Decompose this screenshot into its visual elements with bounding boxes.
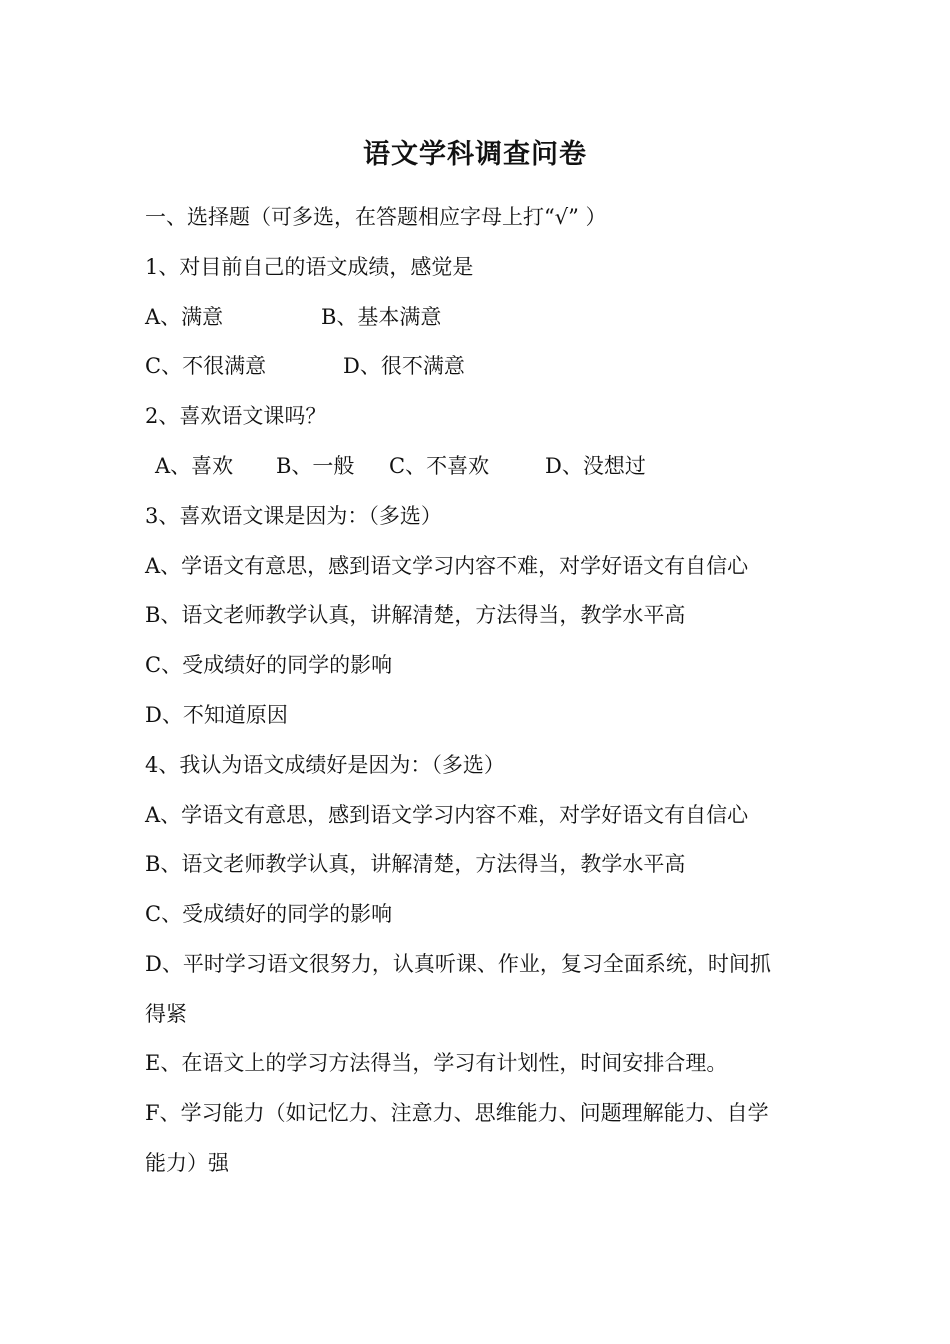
q1-option-b: B、基本满意 — [321, 305, 442, 329]
question-1-options-row-1 — [145, 302, 845, 332]
q3-option-b: B、语文老师教学认真，讲解清楚，方法得当，教学水平高 — [145, 603, 686, 627]
q4-option-c: C、受成绩好的同学的影响 — [145, 902, 393, 926]
q2-option-b: B、一般 — [276, 454, 355, 478]
document-title: 语文学科调查问卷 — [363, 139, 587, 170]
q4-option-a: A、学语文有意思，感到语文学习内容不难，对学好语文有自信心 — [145, 803, 749, 827]
q2-option-a: A、喜欢 — [155, 454, 234, 478]
question-1: 1、对目前自己的语文成绩，感觉是 — [145, 255, 474, 279]
q4-option-e: E、在语文上的学习方法得当，学习有计划性，时间安排合理。 — [145, 1051, 728, 1075]
question-3: 3、喜欢语文课是因为：（多选） — [145, 504, 442, 528]
q4-option-d: D、平时学习语文很努力，认真听课、作业，复习全面系统，时间抓 — [145, 952, 771, 976]
q1-option-a: A、满意 — [145, 305, 224, 329]
q3-option-c: C、受成绩好的同学的影响 — [145, 653, 393, 677]
q4-option-d-continued: 得紧 — [145, 1002, 187, 1026]
question-2: 2、喜欢语文课吗？ — [145, 404, 327, 428]
q2-option-d: D、没想过 — [545, 454, 646, 478]
q3-option-d: D、不知道原因 — [145, 703, 288, 727]
q4-option-b: B、语文老师教学认真，讲解清楚，方法得当，教学水平高 — [145, 852, 686, 876]
question-2-options-row — [145, 451, 845, 481]
q3-option-a: A、学语文有意思，感到语文学习内容不难，对学好语文有自信心 — [145, 554, 749, 578]
question-1-options-row-2 — [145, 351, 845, 381]
q4-option-f: F、学习能力（如记忆力、注意力、思维能力、问题理解能力、自学 — [145, 1101, 769, 1125]
section-heading: 一、选择题（可多选，在答题相应字母上打“√” ） — [145, 205, 607, 229]
q1-option-c: C、不很满意 — [145, 354, 267, 378]
q2-option-c: C、不喜欢 — [389, 454, 490, 478]
question-4: 4、我认为语文成绩好是因为：（多选） — [145, 753, 505, 777]
q4-option-f-continued: 能力）强 — [145, 1151, 229, 1175]
q1-option-d: D、很不满意 — [343, 354, 465, 378]
